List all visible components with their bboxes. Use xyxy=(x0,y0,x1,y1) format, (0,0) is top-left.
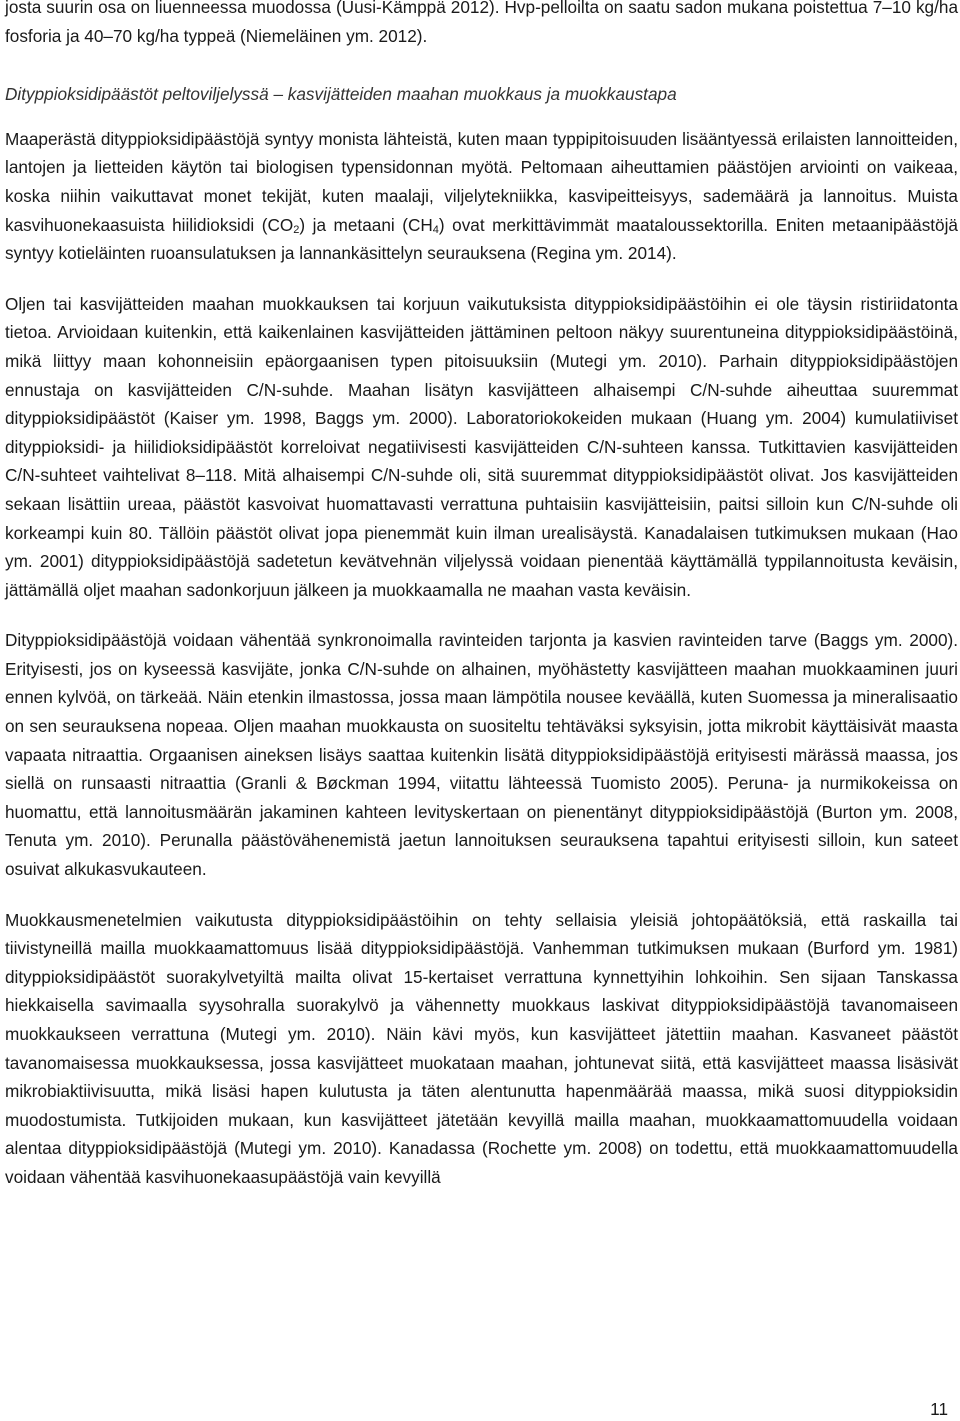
subscript-co2: 2 xyxy=(293,223,300,236)
paragraph-1-part-a: Maaperästä dityppioksidipäästöjä syntyy monista lähteistä, kuten maan typpipitoisuuden lisääntyessä erilaisten lannoitteiden, lantojen ja lietteiden käytön tai biologisen typensidonnan myötä. Peltomaan aiheuttamien päästöjen arviointi on vaikeaa, koska niihin vaikuttavat monet tekijät, kuten maalaji, viljelytekniikka, kasvipeitteisyys, sademäärä ja lannoitus. Muista kasvihuonekaasuista hiilidioksidi (CO xyxy=(5,128,958,235)
paragraph-1 xyxy=(5,125,958,268)
subscript-ch4: 4 xyxy=(432,223,439,236)
paragraph-1-part-b: ) ja metaani (CH xyxy=(299,214,433,235)
paragraph-2: Oljen tai kasvijätteiden maahan muokkauksen tai korjuun vaikutuksista dityppioksidipäästöihin ei ole täysin ristiriidatonta tietoa. Arvioidaan kuitenkin, että kaikenlainen kasvijätteiden jättäminen peltoon näkyy suurentuneina dityppioksidipäästöinä, mikä liittyy maan kohonneisiin epäorgaanisen typen pitoisuuksiin (Mutegi ym. 2010). Parhain dityppioksidipäästöjen ennustaja on kasvijätteiden C/N-suhde. Maahan lisätyn kasvijätteen alhaisempi C/N-suhde aiheuttaa suuremmat dityppioksidipäästöt (Kaiser ym. 1998, Baggs ym. 2000). Laboratoriokokeiden mukaan (Huang ym. 2004) kumulatiiviset dityppioksidi- ja hiilidioksidipäästöt korreloivat negatiivisesti kasvijätteiden C/N-suhteen kanssa. Tutkittavien kasvijätteiden C/N-suhteet vaihtelivat 8–118. Mitä alhaisempi C/N-suhde oli, sitä suuremmat dityppioksidipäästöt olivat. Jos kasvijätteiden sekaan lisättiin ureaa, päästöt kasvoivat huomattavasti verrattuna puhtaisiin kasvijätteisiin, paitsi silloin kun C/N-suhde oli korkeampi kuin 80. Tällöin päästöt olivat jopa pienemmät kuin ilman urealisäystä. Kanadalaisen tutkimuksen mukaan (Hao ym. 2001) dityppioksidipäästöjä sadetetun kevätvehnän viljelyssä voidaan pienentää käyttämällä typpilannoitusta keväisin, jättämällä oljet maahan sadonkorjuun jälkeen ja muokkaamalla ne maahan vasta keväisin. xyxy=(5,293,958,600)
section-heading: Dityppioksidipäästöt peltoviljelyssä – kasvijätteiden maahan muokkaus ja muokkaustapa xyxy=(5,84,677,105)
document-page xyxy=(5,0,958,1192)
page-number: 11 xyxy=(930,1399,948,1419)
paragraph-4: Muokkausmenetelmien vaikutusta dityppioksidipäästöihin on tehty sellaisia yleisiä johtopäätöksiä, että raskailla tai tiivistyneillä mailla muokkaamattomuus lisää dityppioksidipäästöjä. Vanhemman tutkimuksen mukaan (Burford ym. 1981) dityppioksidipäästöt suorakylvetyiltä mailta olivat 15-kertaiset verrattuna kynnettyihin lohkoihin. Sen sijaan Tanskassa hiekkaisella savimaalla syysohralla suorakylvö ja vähennetty muokkaus laskivat dityppioksidipäästöjä tavanomaiseen muokkaukseen verrattuna (Mutegi ym. 2010). Näin kävi myös, kun kasvijätteet jätettiin maahan. Kasvaneet päästöt tavanomaisessa muokkauksessa, jossa kasvijätteet muokataan maahan, johtunevat siitä, että kasvijätteet maassa lisäsivät mikrobiaktiivisuutta, mikä lisäsi hapen kulutusta ja täten alentunutta hapenmäärää maassa, mikä suosi dityppioksidin muodostumista. Tutkijoiden mukaan, kun kasvijätteet jätetään kevyillä mailla maahan, muokkaamattomuudella voidaan alentaa dityppioksidipäästöjä (Mutegi ym. 2010). Kanadassa (Rochette ym. 2008) on todettu, että muokkaamattomuudella voidaan vähentää kasvihuonekaasupäästöjä vain kevyillä xyxy=(5,909,958,1187)
paragraph-1-part-c: ) ovat merkittävimmät maataloussektorilla. Eniten metaanipäästöjä syntyy kotieläinten ruoansulatuksen ja lannankäsittelyn seurauksena (Regina ym. 2014). xyxy=(5,214,958,264)
intro-paragraph: josta suurin osa on liuenneessa muodossa (Uusi-Kämppä 2012). Hvp-pelloilta on saatu sadon mukana poistettua 7–10 kg/ha fosforia ja 40–70 kg/ha typpeä (Niemeläinen ym. 2012). xyxy=(5,0,958,46)
paragraph-3: Dityppioksidipäästöjä voidaan vähentää synkronoimalla ravinteiden tarjonta ja kasvien ravinteiden tarve (Baggs ym. 2000). Erityisesti, jos on kyseessä kasvijäte, jonka C/N-suhde on alhainen, myöhästetty kasvijätteen maahan muokkaaminen juuri ennen kylvöä, on tärkeää. Näin etenkin ilmastossa, jossa maan lämpötila nousee keväällä, kuten Suomessa ja mineralisaatio on sen seurauksena nopeaa. Oljen maahan muokkausta on suositeltu tehtäväksi syksyisin, jotta mikrobit käyttäisivät maasta vapaata nitraattia. Orgaanisen aineksen lisäys saattaa kuitenkin lisätä dityppioksidipäästöjä erityisesti märässä maassa, jos siellä on runsaasti nitraattia (Granli & Bøckman 1994, viitattu lähteessä Tuomisto 2005). Peruna- ja nurmikokeissa on huomattu, että lannoitusmäärän jakaminen kahteen levityskertaan on pienentänyt dityppioksidipäästöjä (Burton ym. 2008, Tenuta ym. 2010). Perunalla päästövähenemistä jaetun lannoituksen seurauksena tapahtui erityisesti silloin, kun sateet osuivat alkukasvukauteen. xyxy=(5,630,958,880)
